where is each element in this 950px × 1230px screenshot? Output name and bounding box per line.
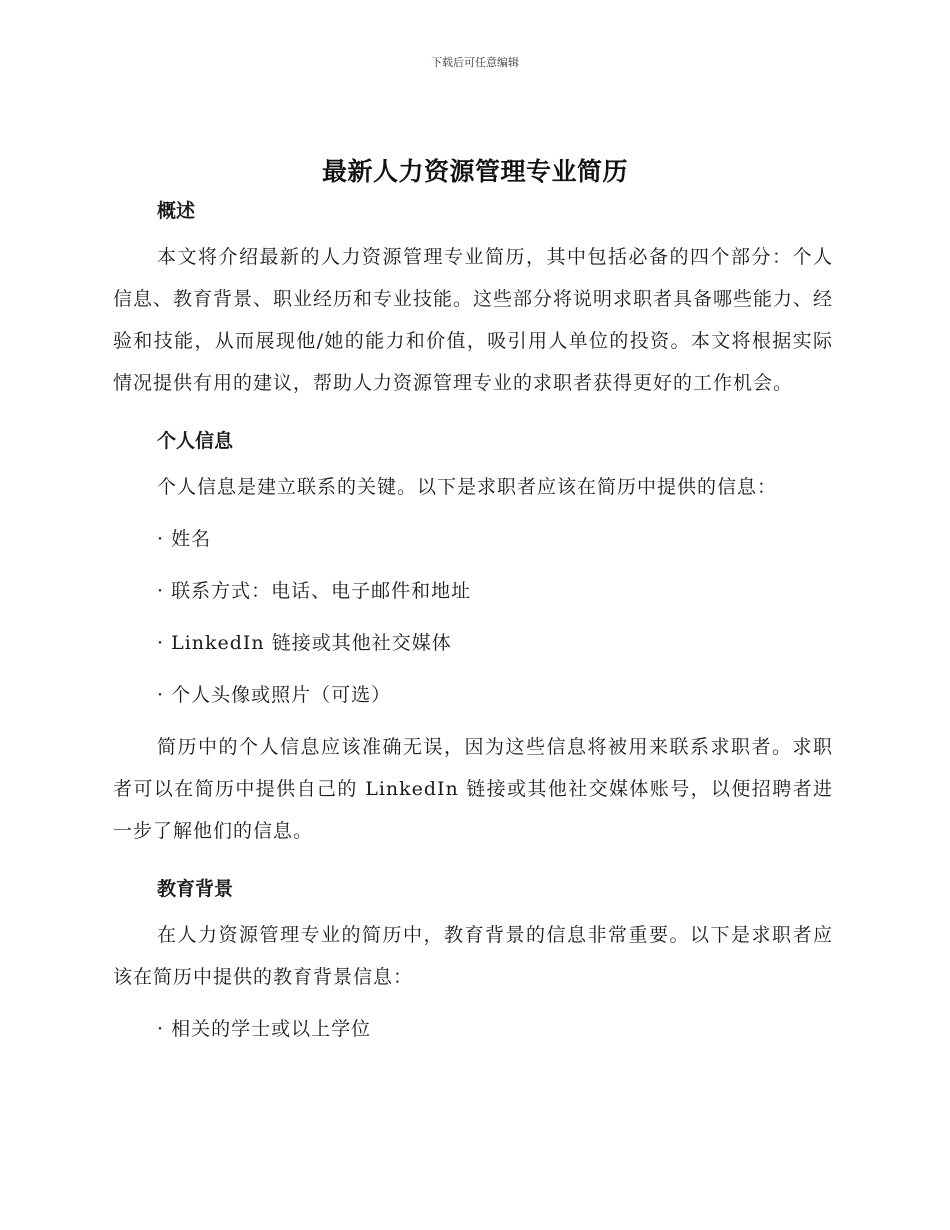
section-heading-overview: 概述: [157, 200, 196, 222]
list-item: · 姓名: [157, 528, 212, 550]
personal-paragraph: 简历中的个人信息应该准确无误，因为这些信息将被用来联系求职者。求职者可以在简历中提供自己的 LinkedIn 链接或其他社交媒体账号，以便招聘者进一步了解他们的信息。: [113, 736, 833, 842]
section-heading-education: 教育背景: [157, 878, 234, 900]
document-body: [113, 196, 833, 1050]
list-item: · 相关的学士或以上学位: [157, 1018, 372, 1040]
personal-intro: 个人信息是建立联系的关键。以下是求职者应该在简历中提供的信息：: [157, 476, 778, 498]
list-item: · 联系方式：电话、电子邮件和地址: [157, 580, 472, 602]
education-intro: 在人力资源管理专业的简历中，教育背景的信息非常重要。以下是求职者应该在简历中提供的教育背景信息：: [113, 924, 833, 988]
list-item: · LinkedIn 链接或其他社交媒体: [157, 632, 452, 654]
overview-paragraph: 本文将介绍最新的人力资源管理专业简历，其中包括必备的四个部分：个人信息、教育背景、职业经历和专业技能。这些部分将说明求职者具备哪些能力、经验和技能，从而展现他/她的能力和价值，吸引用人单位的投资。本文将根据实际情况提供有用的建议，帮助人力资源管理专业的求职者获得更好的工作机会。: [113, 246, 834, 394]
section-heading-personal: 个人信息: [157, 430, 234, 452]
list-item: · 个人头像或照片（可选）: [157, 684, 392, 706]
header-note: 下载后可任意编辑: [431, 56, 519, 69]
document-title: 最新人力资源管理专业简历: [321, 157, 628, 186]
